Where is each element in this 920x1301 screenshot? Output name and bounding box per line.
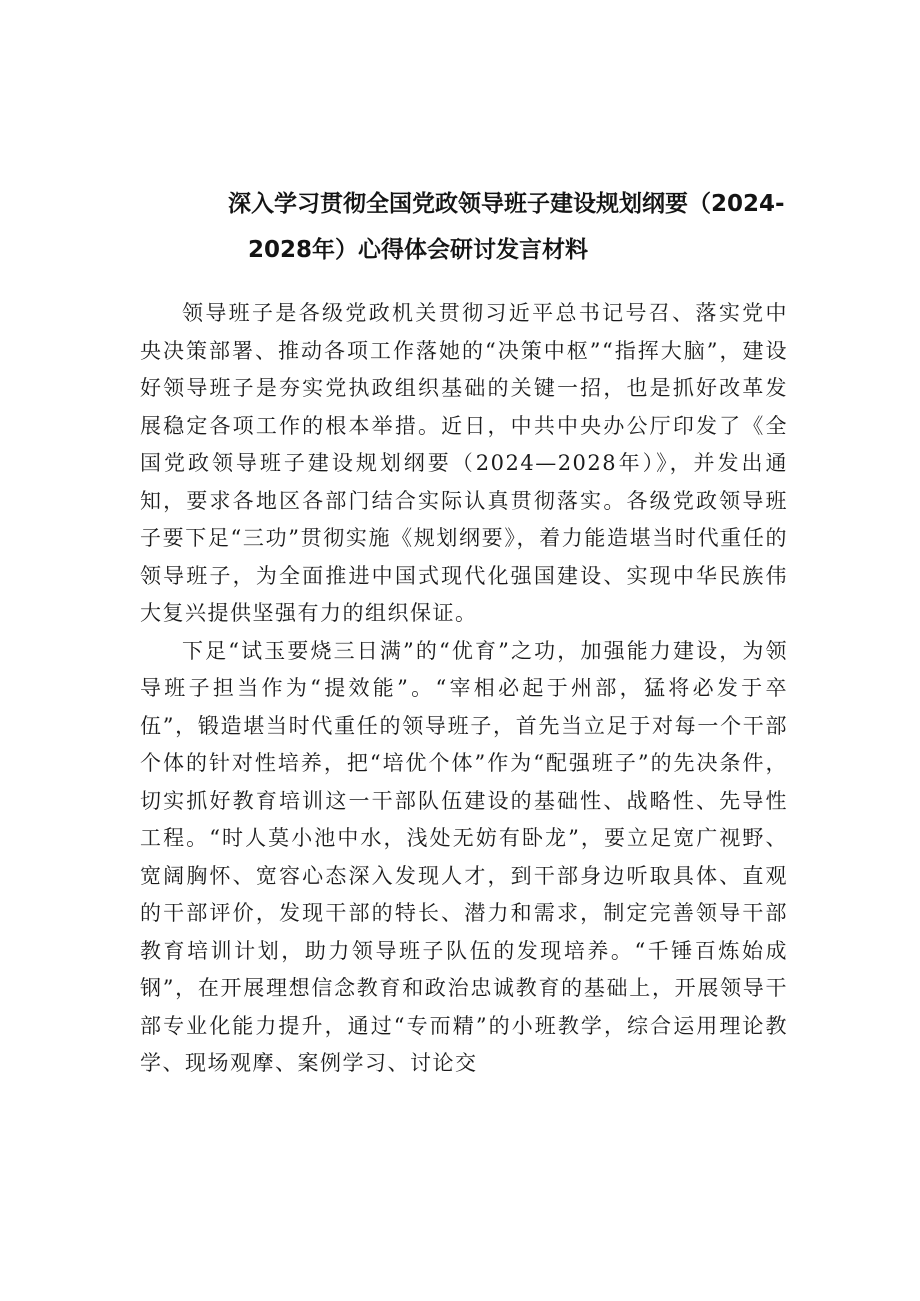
document-title-line-1: 深入学习贯彻全国党政领导班子建设规划纲要（2024-	[228, 191, 785, 218]
document-title-line-2: 2028年）心得体会研讨发言材料	[248, 237, 589, 264]
paragraph-1: 领导班子是各级党政机关贯彻习近平总书记号召、落实党中央决策部署、推动各项工作落她的“决策中枢”“指挥大脑”，建设好领导班子是夯实党执政组织基础的关键一招，也是抓好改革发展稳定各项工作的根本举措。近日，中共中央办公厅印发了《全国党政领导班子建设规划纲要（2024—2028年）》，并发出通知，要求各地区各部门结合实际认真贯彻落实。各级党政领导班子要下足“三功”贯彻实施《规划纲要》，着力能造堪当时代重任的领导班子，为全面推进中国式现代化强国建设、实现中华民族伟大复兴提供坚强有力的组织保证。	[140, 301, 788, 625]
paragraph-2: 下足“试玉要烧三日满”的“优育”之功，加强能力建设，为领导班子担当作为“提效能”。“宰相必起于州部，猛将必发于卒伍”，锻造堪当时代重任的领导班子，首先当立足于对每一个干部个体的针对性培养，把“培优个体”作为“配强班子”的先决条件，切实抓好教育培训这一干部队伍建设的基础性、战略性、先导性工程。“时人莫小池中水，浅处无妨有卧龙”，要立足宽广视野、宽阔胸怀、宽容心态深入发现人才，到干部身边听取具体、直观的干部评价，发现干部的特长、潜力和需求，制定完善领导干部教育培训计划，助力领导班子队伍的发现培养。“千锤百炼始成钢”，在开展理想信念教育和政治忠诚教育的基础上，开展领导干部专业化能力提升，通过“专而精”的小班教学，综合运用理论教学、现场观摩、案例学习、讨论交	[140, 638, 788, 1075]
document-title	[0, 181, 920, 273]
document-body	[140, 295, 788, 1083]
